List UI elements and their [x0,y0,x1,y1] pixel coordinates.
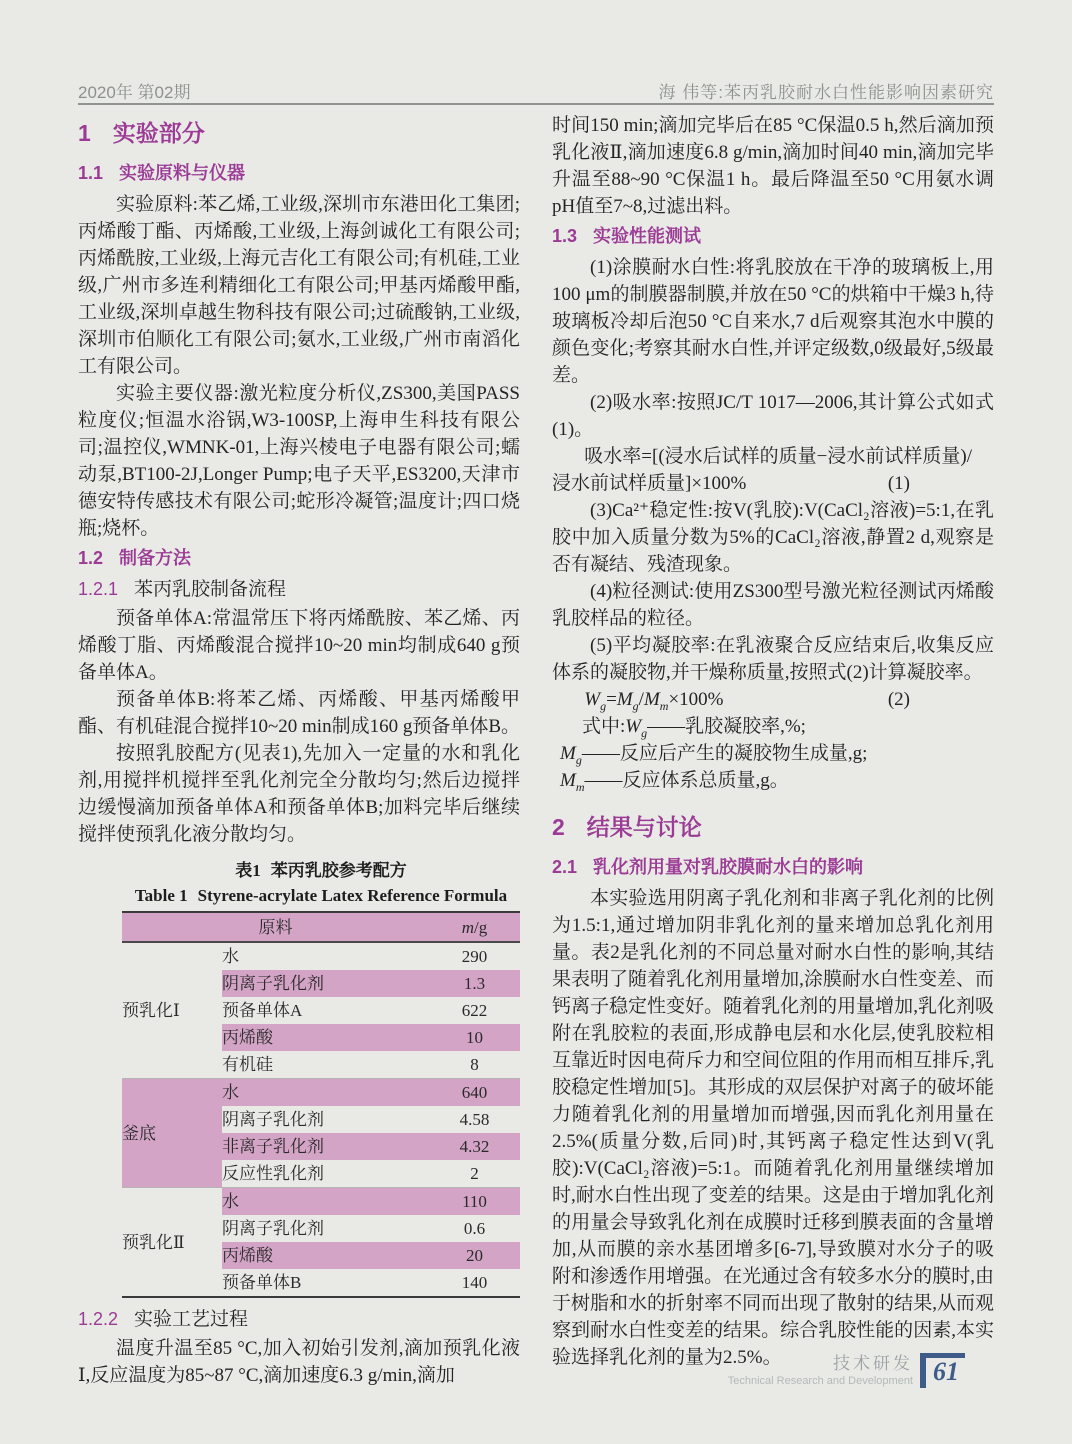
where-text: ——反应后产生的凝胶物生成量,g; [581,743,868,764]
equation-1-body: 浸水前试样质量]×100% [552,473,747,494]
table-caption-en: Styrene-acrylate Latex Reference Formula [197,886,508,905]
var-M: M [560,743,576,764]
cell-value: 0.6 [463,1219,486,1238]
section-heading-1-2-2 [78,1306,520,1333]
cell-material: 丙烯酸 [222,1242,429,1269]
table-group-label: 釜底 [122,1079,222,1188]
cell-material: 丙烯酸 [222,1024,429,1051]
cell-value: 4.58 [459,1110,490,1129]
cell-value: 640 [429,1079,520,1107]
table-title-en [122,883,520,908]
var-W: W [625,716,642,737]
section-heading-1-2-1 [78,576,520,603]
section-title: 实验工艺过程 [134,1309,249,1330]
where-line-3 [552,767,994,794]
cell-value: 622 [461,1001,488,1020]
section-heading-1-1 [78,160,520,186]
header-issue: 2020年 第02期 [78,83,191,102]
slash: / [638,689,644,710]
footer-section-cn: 技术研发 [833,1354,913,1373]
formula-table [122,911,520,1298]
page-number: 61 [933,1357,959,1386]
cell-material: 反应性乳化剂 [222,1164,324,1183]
section-title: 制备方法 [119,548,192,568]
section-number: 1 [78,120,91,146]
section-number: 1.2.2 [78,1309,119,1329]
table-label-en: Table 1 [134,886,188,905]
paragraph-test-4: (4)粒径测试:使用ZS300型号激光粒径测试丙烯酸乳胶样品的粒径。 [552,581,994,629]
cell-material: 水 [222,947,239,966]
equation-2-body [552,686,724,713]
table-label-cn: 表1 [235,861,261,880]
unit-g: /g [474,917,488,937]
footer-section-en: Technical Research and Development [727,1375,913,1387]
table-group-label: 预乳化Ⅰ [122,1001,180,1020]
sub-g: g [641,725,648,740]
cell-value: 1.3 [429,970,520,997]
equation-1-line-1: 吸水率=[(浸水后试样的质量−浸水前试样质量)/ [584,446,972,467]
cell-value: 20 [429,1242,520,1269]
section-number: 1.2 [78,548,104,568]
paragraph-monomer-a: 预备单体A:常温常压下将丙烯酰胺、苯乙烯、丙烯酸丁脂、丙烯酸混合搅拌10~20 min均制成640 g预备单体A。 [78,608,520,683]
cell-value: 4.32 [429,1133,520,1160]
paragraph-pre-emulsion: 按照乳胶配方(见表1),先加入一定量的水和乳化剂,用搅拌机搅拌至乳化剂完全分散均匀;然后边搅拌边缓慢滴加预备单体A和预备单体B;加料完毕后继续搅拌使预乳化液分散均匀。 [78,743,520,845]
column-header-material: 原料 [122,912,429,942]
section-title: 苯丙乳胶制备流程 [134,579,287,600]
equation-1-number: (1) [887,473,910,494]
where-text: ——乳胶凝胶率,%; [647,716,806,737]
paragraph-process: 温度升温至85 °C,加入初始引发剂,滴加预乳化液Ⅰ,反应温度为85~87 °C,滴加速度6.3 g/min,滴加 [78,1338,520,1386]
section-title: 实验性能测试 [593,226,702,246]
where-line-2 [552,740,994,767]
sub-m: m [659,698,669,713]
table-group-label: 预乳化Ⅱ [122,1188,222,1298]
equation-1-line-2 [552,470,994,497]
symbol-m: m [461,917,475,937]
cell-value: 10 [429,1024,520,1051]
page-footer [728,1353,965,1388]
cell-value: 8 [470,1055,479,1074]
section-number: 2 [552,814,565,840]
sub-g: g [600,698,607,713]
cell-material: 阴离子乳化剂 [222,1110,324,1129]
footer-section [728,1355,913,1388]
table-row [122,942,520,970]
section-number: 1.1 [78,163,104,183]
equation-2-number: (2) [887,689,910,710]
header-running-title: 海 伟等:苯丙乳胶耐水白性能影响因素研究 [658,83,994,102]
section-number: 1.3 [552,226,578,246]
section-heading-1-2 [78,545,520,571]
paragraph-process-cont: 时间150 min;滴加完毕后在85 °C保温0.5 h,然后滴加预乳化液Ⅱ,滴加速度6.8 g/min,滴加时间40 min,滴加完毕升温至88~90 °C保温1 h。最后降温至50 °C用氨水调pH值至7~8,过滤出料。 [552,115,994,217]
section-heading-2 [552,812,994,842]
table-row [122,1079,520,1107]
section-number: 1.2.1 [78,579,119,599]
section-number: 2.1 [552,857,578,877]
cell-value: 110 [429,1188,520,1216]
cell-material: 非离子乳化剂 [222,1133,429,1160]
cell-material: 阴离子乳化剂 [222,970,429,997]
cell-value: 140 [461,1273,488,1292]
cell-material: 预备单体B [222,1273,302,1292]
equation-2 [552,686,994,713]
section-title: 实验原料与仪器 [119,163,246,183]
cell-material: 水 [222,1079,429,1107]
var-M: M [616,689,633,710]
cell-material: 有机硅 [222,1055,273,1074]
column-left [78,112,520,1389]
paragraph-discussion: 本实验选用阴离子乳化剂和非离子乳化剂的比例为1.5:1,通过增加阴非乳化剂的量来增加总乳化剂用量。表2是乳化剂的不同总量对耐水白性的影响,其结果表明了随着乳化剂用量增加,涂膜耐水白性变差、而钙离子稳定性变好。随着乳化剂的用量增加,乳化剂吸附在乳胶粒的表面,形成静电层和水化层,使乳胶粒相互靠近时因电荷斥力和空间位阻的作用而相互排斥,乳胶稳定性增加[5]。其形成的双层保护对离子的破坏能力随着乳化剂的用量增加而增强,因而乳化剂用量在2.5%(质量分数,后同)时,其钙离子稳定性达到V(乳胶):V(CaCl₂溶液)=5:1。而随着乳化剂用量继续增加时,耐水白性出现了变差的结果。这是由于增加乳化剂的用量会导致乳化剂在成膜时迁移到膜表面的含量增加,从而膜的亲水基团增多[6-7],导致膜对水分子的吸附和渗透作用增强。在光通过含有较多水分的膜时,由于树脂和水的折射率不同而出现了散射的结果,从而观察到耐水白性变差的结果。综合乳胶性能的因素,本实验选择乳化剂的量为2.5%。 [552,888,994,1368]
column-right [552,112,994,1371]
paragraph-instruments: 实验主要仪器:激光粒度分析仪,ZS300,美国PASS粒度仪;恒温水浴锅,W3-100SP,上海申生科技有限公司;温控仪,WMNK-01,上海兴棱电子电器有限公司;蠕动泵,BT100-2J,Longer Pump;电子天平,ES3200,天津市德安特传感技术有限公司;蛇形冷凝管;温度计;四口烧瓶;烧杯。 [78,383,520,539]
paragraph-test-5: (5)平均凝胶率:在乳液聚合反应结束后,收集反应体系的凝胶物,并干燥称质量,按照式(2)计算凝胶率。 [552,635,994,683]
table-title-cn [122,858,520,883]
where-line-1 [552,713,994,740]
var-M: M [560,770,576,791]
cell-material: 水 [222,1188,429,1216]
table-1-block [122,858,520,1298]
cell-material: 预备单体A [222,1001,303,1020]
paragraph-test-1: (1)涂膜耐水白性:将乳胶放在干净的玻璃板上,用100 μm的制膜器制膜,并放在50 °C的烘箱中干燥3 h,待玻璃板冷却后泡50 °C自来水,7 d后观察其泡水中膜的颜色变化;考察其耐水白性,并评定级数,0级最好,5级最差。 [552,257,994,386]
cell-value: 2 [470,1164,479,1183]
section-title: 结果与讨论 [586,814,702,840]
page-number-box [920,1353,965,1388]
times-100: ×100% [668,689,724,710]
paragraph-test-2: (2)吸水率:按照JC/T 1017—2006,其计算公式如式(1)。 [552,392,994,440]
where-prefix: 式中: [582,716,626,737]
paragraph-test-3: (3)Ca²⁺稳定性:按V(乳胶):V(CaCl₂溶液)=5:1,在乳胶中加入质量分数为5%的CaCl₂溶液,静置2 d,观察是否有凝结、残渣现象。 [552,500,994,575]
sub-g: g [632,698,639,713]
equals: = [606,689,617,710]
var-W: W [584,689,601,710]
var-M: M [643,689,660,710]
section-title: 乳化剂用量对乳胶膜耐水白的影响 [593,857,864,877]
cell-material: 阴离子乳化剂 [222,1219,324,1238]
section-heading-1 [78,118,520,148]
sub-m: m [575,779,585,794]
section-heading-1-3 [552,223,994,249]
table-row [122,1188,520,1216]
paragraph-monomer-b: 预备单体B:将苯乙烯、丙烯酸、甲基丙烯酸甲酯、有机硅混合搅拌10~20 min制成160 g预备单体B。 [78,689,521,737]
header-rule [78,103,994,105]
where-text: ——反应体系总质量,g。 [584,770,789,791]
cell-value: 290 [461,947,488,966]
sub-g: g [575,752,582,767]
section-title: 实验部分 [112,120,205,146]
table-caption-cn: 苯丙乳胶参考配方 [270,861,407,880]
paragraph-materials: 实验原料:苯乙烯,工业级,深圳市东港田化工集团;丙烯酸丁酯、丙烯酸,工业级,上海剑诚化工有限公司;丙烯酰胺,工业级,上海元吉化工有限公司;有机硅,工业级,广州市多连利精细化工有限公司;甲基丙烯酸甲酯,工业级,深圳卓越生物科技有限公司;过硫酸钠,工业级,深圳市伯顺化工有限公司;氨水,工业级,广州市南滔化工有限公司。 [78,194,520,377]
table-header-row [122,912,520,942]
column-header-mass [429,912,520,942]
section-heading-2-1 [552,854,994,880]
